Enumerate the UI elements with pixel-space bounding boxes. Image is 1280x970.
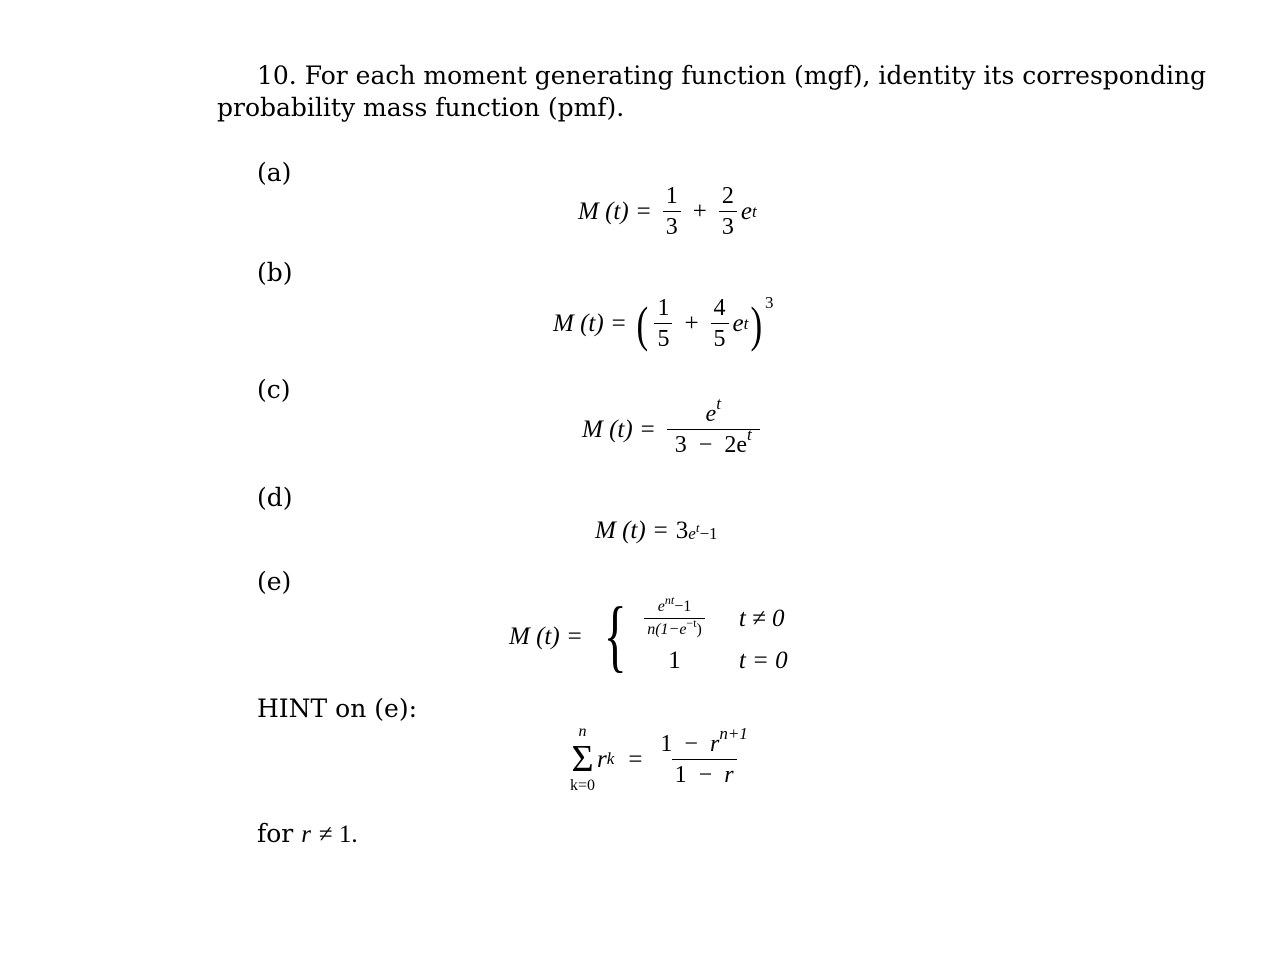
left-paren: (: [636, 295, 648, 352]
plus-sign: +: [684, 310, 699, 337]
mgf-lhs: M (t): [595, 517, 646, 544]
condition-rest: ≠ 1.: [318, 821, 358, 848]
numerator: 4: [713, 295, 726, 321]
den-1: 1: [674, 761, 687, 788]
problem-line-1: [257, 60, 1206, 92]
den-r: r: [724, 761, 734, 788]
num-1: 1: [660, 730, 673, 757]
den-3: 3: [674, 432, 687, 458]
part-d-label: (d): [257, 483, 293, 512]
fraction: [711, 296, 729, 351]
den-close: ): [696, 621, 702, 638]
sigma-symbol: Σ: [571, 738, 594, 780]
problem-text-1: For each moment generating function (mgf), identity its corresponding: [304, 61, 1207, 90]
denominator: [667, 425, 760, 458]
part-b-label: (b): [257, 258, 293, 287]
num-rest: −1: [674, 598, 692, 615]
part-e-label: (e): [257, 567, 292, 596]
sum-term-base: r: [597, 745, 607, 773]
small-fraction: [644, 593, 705, 638]
exp-rest: −1: [699, 523, 718, 543]
case-2-value: 1: [668, 647, 681, 674]
case-1-value: [640, 593, 709, 638]
case-1-condition: t ≠ 0: [738, 605, 785, 632]
sum-term-exp: k: [606, 749, 615, 768]
fraction: [667, 394, 760, 458]
numerator: 1: [657, 295, 670, 321]
num-exp: nt: [664, 593, 675, 607]
den-exp: t: [746, 425, 752, 444]
sum-upper-limit: n: [578, 723, 587, 740]
hint-condition: [257, 818, 358, 851]
left-brace: {: [603, 592, 627, 680]
r-variable: r: [301, 821, 311, 848]
numerator: [703, 394, 724, 429]
outer-exponent: 3: [765, 293, 774, 312]
plus-sign: +: [692, 198, 707, 225]
denominator: [672, 759, 737, 787]
part-c-label: (c): [257, 375, 291, 404]
equals-sign: =: [653, 517, 668, 544]
equals-sign: =: [611, 310, 626, 337]
mgf-lhs: M (t): [582, 416, 633, 443]
summation: [570, 724, 595, 794]
equals-sign: =: [636, 198, 651, 225]
exp-e: e: [688, 523, 696, 543]
num-exp: t: [716, 394, 721, 413]
piecewise-cases: [640, 593, 788, 674]
equation-c: [582, 394, 764, 458]
equation-d: [595, 518, 718, 543]
fraction: [654, 296, 672, 351]
fraction: [719, 184, 737, 239]
den-exp: −t: [686, 616, 697, 630]
exponent: t: [752, 201, 757, 221]
for-word: for: [257, 819, 294, 848]
equation-a: [578, 184, 757, 239]
case-2-condition: t = 0: [738, 647, 788, 674]
mgf-lhs: M (t): [553, 310, 604, 337]
numerator: [654, 723, 753, 759]
equation-b: [553, 293, 774, 352]
power-base: 3: [675, 517, 689, 544]
num-base: e: [705, 401, 717, 427]
denominator: 3: [719, 211, 737, 239]
right-paren: ): [750, 295, 763, 352]
mgf-lhs: M (t): [509, 622, 560, 650]
equals-sign: =: [640, 416, 655, 443]
minus-sign: −: [698, 432, 713, 458]
problem-number: 10.: [257, 61, 297, 90]
exponent: t: [743, 313, 749, 333]
exp-base: e: [732, 310, 744, 337]
den-2e: 2e: [724, 432, 747, 458]
numerator: 2: [721, 183, 734, 209]
den-main: n(1−e: [647, 621, 687, 638]
equation-e: [509, 592, 788, 680]
denominator: 5: [654, 323, 672, 351]
problem-line-2: probability mass function (pmf).: [217, 93, 625, 122]
equals-sign: =: [567, 622, 582, 650]
hint-label: HINT on (e):: [257, 694, 417, 723]
numerator: 1: [665, 183, 678, 209]
hint-equation: [570, 724, 758, 794]
denominator: [644, 618, 705, 638]
exp-base: e: [740, 198, 752, 225]
minus-sign: −: [698, 761, 713, 788]
denominator: 3: [663, 211, 681, 239]
equals-sign: =: [628, 745, 643, 773]
fraction: [654, 723, 753, 788]
num-exp: n+1: [719, 723, 748, 743]
denominator: 5: [711, 323, 729, 351]
mgf-lhs: M (t): [578, 198, 629, 225]
part-a-label: (a): [257, 158, 292, 187]
num-base: e: [657, 598, 665, 615]
num-r: r: [709, 730, 720, 757]
fraction: [663, 184, 681, 239]
sum-lower-limit: k=0: [570, 777, 596, 794]
minus-sign: −: [684, 730, 698, 757]
exp-t: t: [695, 519, 700, 535]
